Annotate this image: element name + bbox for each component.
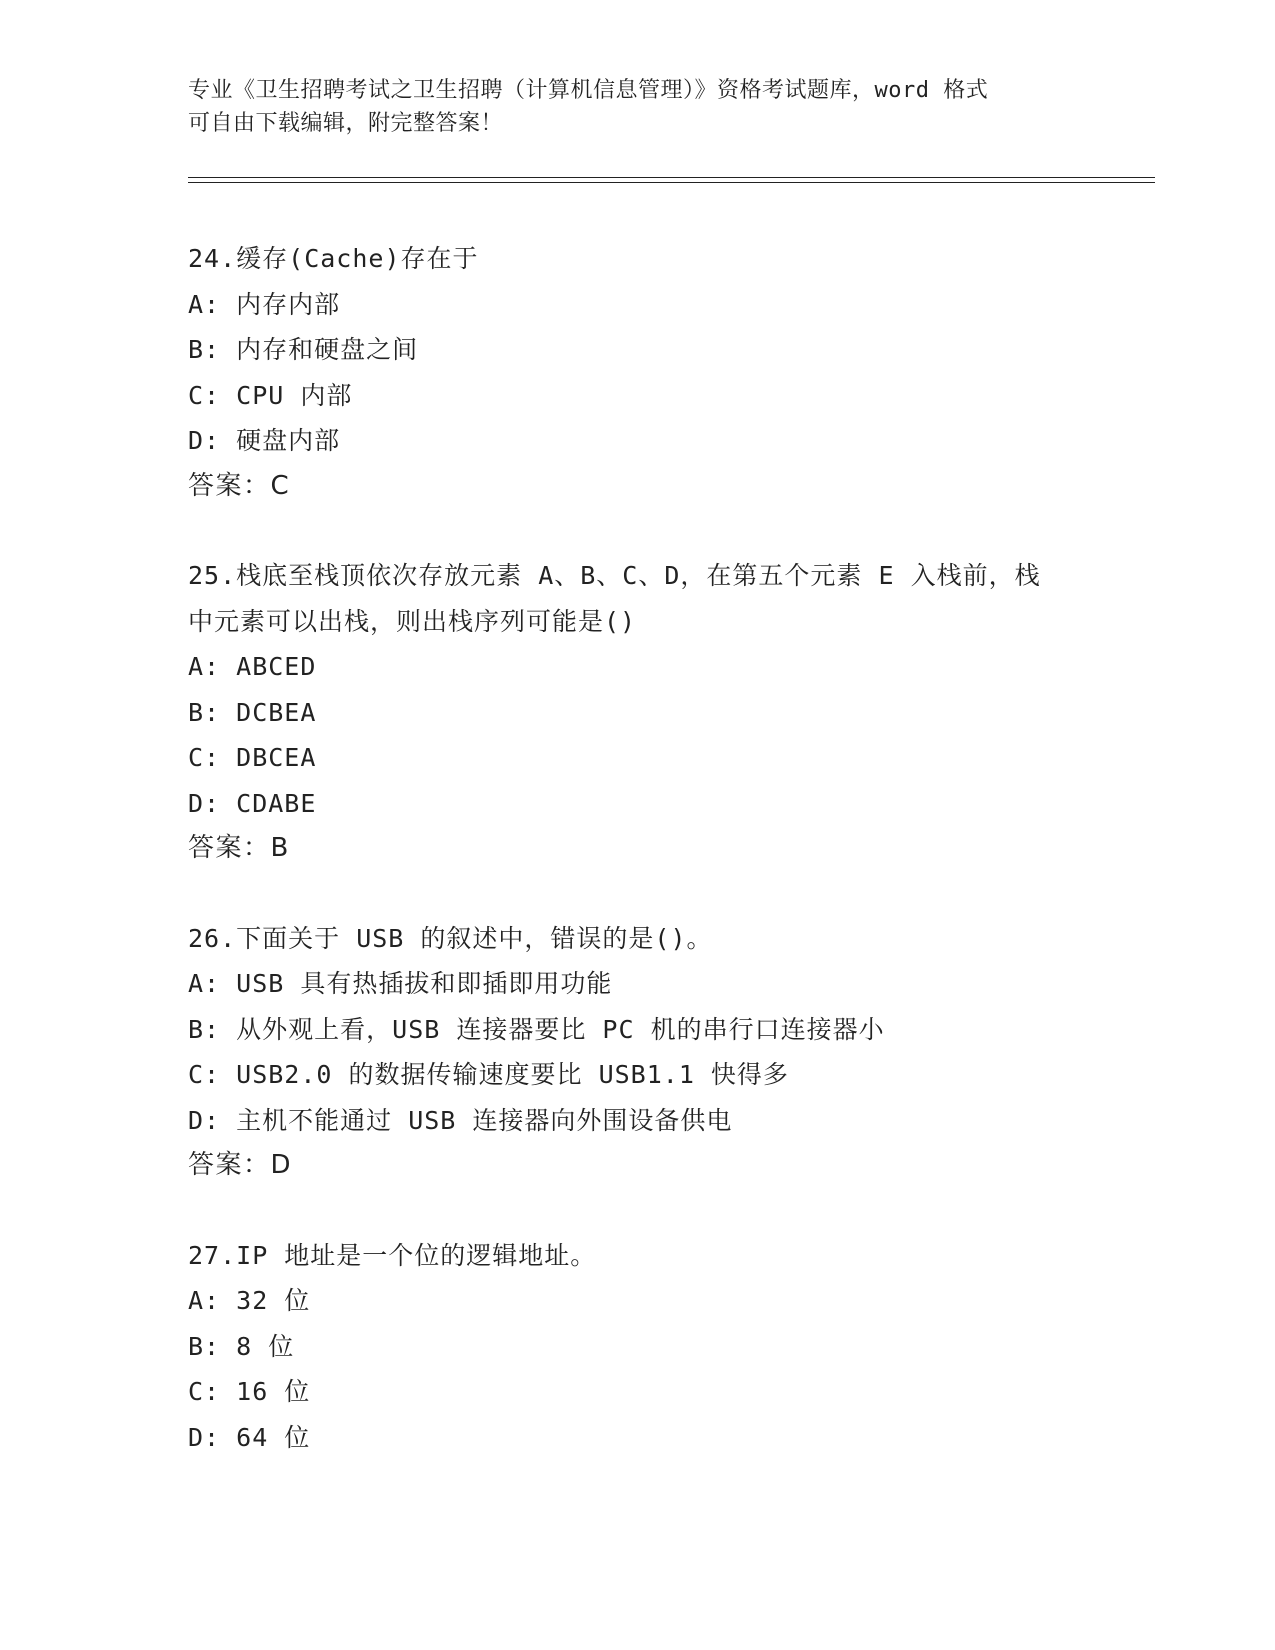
question-27 [188,1233,1088,1461]
header-title-line-2: 可自由下载编辑，附完整答案！ [188,111,504,136]
option-c: C: USB2.0 的数据传输速度要比 USB1.1 快得多 [188,1060,789,1089]
option-b: B: 8 位 [188,1331,295,1361]
question-stem: 26.下面关于 USB 的叙述中，错误的是()。 [188,923,713,953]
header-divider-bottom [188,182,1155,183]
option-d: D: CDABE [188,788,317,818]
option-c: C: CPU 内部 [188,380,353,410]
option-c: C: 16 位 [188,1377,311,1406]
question-stem: 24.缓存(Cache)存在于 [188,244,479,273]
option-b: B: 从外观上看，USB 连接器要比 PC 机的串行口连接器小 [188,1014,885,1044]
answer: 答案：B [188,833,290,863]
question-26 [188,916,1088,1189]
question-list [188,236,1088,1504]
option-d: D: 64 位 [188,1422,311,1452]
document-header [188,74,1068,140]
option-c: C: DBCEA [188,743,317,772]
option-a: A: 内存内部 [188,289,341,319]
answer: 答案：D [188,1150,293,1180]
question-24 [188,236,1088,509]
question-25 [188,553,1088,872]
question-stem-line-2: 中元素可以出栈，则出栈序列可能是() [188,606,637,636]
header-divider-top [188,177,1155,178]
option-a: A: ABCED [188,652,317,681]
option-b: B: 内存和硬盘之间 [188,335,419,364]
option-d: D: 主机不能通过 USB 连接器向外围设备供电 [188,1105,733,1135]
option-a: A: USB 具有热插拔和即插即用功能 [188,969,613,998]
option-b: B: DCBEA [188,697,317,727]
option-d: D: 硬盘内部 [188,426,341,455]
header-title-line-1: 专业《卫生招聘考试之卫生招聘（计算机信息管理）》资格考试题库，word 格式 [188,78,989,103]
option-a: A: 32 位 [188,1286,311,1315]
question-stem: 27.IP 地址是一个位的逻辑地址。 [188,1240,597,1270]
answer: 答案：C [188,470,291,501]
question-stem-line-1: 25.栈底至栈顶依次存放元素 A、B、C、D，在第五个元素 E 入栈前，栈 [188,561,1041,590]
